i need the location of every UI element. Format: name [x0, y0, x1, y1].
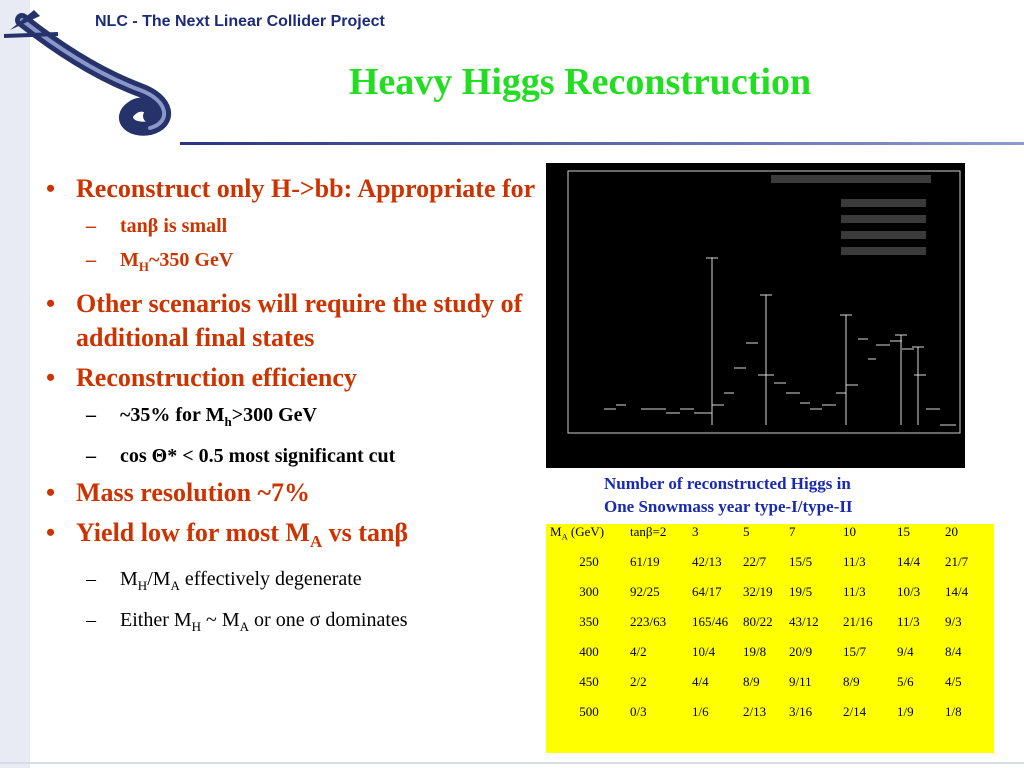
table-cell: 10/3 [897, 584, 921, 599]
subbullet-text: M [120, 568, 138, 591]
subbullet-text: ~350 GeV [149, 249, 234, 271]
table-cell: 14/4 [945, 584, 969, 599]
header-cell: 10 [843, 524, 856, 539]
subbullet-text: or one σ dominates [249, 609, 408, 632]
caption-line: One Snowmass year type-I/type-II [604, 497, 853, 516]
subscript: H [138, 259, 150, 274]
subbullet-text: /M [147, 568, 171, 591]
subscript: A [239, 619, 250, 635]
bullet-efficiency [40, 361, 545, 395]
table-cell: 22/7 [743, 554, 767, 569]
table-cell: 21/16 [843, 614, 873, 629]
bullet-dot: • [46, 518, 56, 547]
table-cell: 165/46 [692, 614, 729, 629]
subbullet-efficiency [40, 401, 545, 436]
dash: – [86, 445, 96, 467]
table-cell: 0/3 [630, 704, 647, 719]
legend-mark [841, 215, 926, 223]
bullet-text: Reconstruction efficiency [76, 363, 357, 392]
subbullet-text: ~35% for M [120, 404, 225, 426]
subbullet-text: effectively degenerate [179, 568, 362, 591]
caption-line: Number of reconstructed Higgs in [604, 474, 851, 493]
table-cell: 5/6 [897, 674, 914, 689]
table-row [548, 614, 989, 644]
bullet-dot: • [46, 363, 56, 392]
bullet-dot: • [46, 478, 56, 507]
table-row [548, 704, 989, 734]
table-cell: 15/5 [789, 554, 813, 569]
table-cell: 1/8 [945, 704, 962, 719]
yield-table-box [546, 524, 994, 753]
subscript: A [170, 578, 180, 594]
table-cell: 1/9 [897, 704, 914, 719]
histogram-image [546, 163, 965, 468]
table-cell: 43/12 [789, 614, 819, 629]
table-cell: 4/2 [630, 644, 647, 659]
table-cell: 9/3 [945, 614, 962, 629]
table-cell: 9/11 [789, 674, 812, 689]
table-cell: 2/14 [843, 704, 867, 719]
table-cell: 92/25 [630, 584, 660, 599]
bullet-dot: • [46, 289, 56, 318]
table-cell: 19/8 [743, 644, 767, 659]
table-row [548, 554, 989, 584]
table-cell: 11/3 [843, 554, 866, 569]
table-cell: 8/9 [843, 674, 860, 689]
bullet-yield [40, 516, 545, 559]
table-cell: 20/9 [789, 644, 813, 659]
dash: – [86, 404, 96, 426]
table-cell: 42/13 [692, 554, 722, 569]
subbullet-text: M [120, 249, 139, 271]
table-cell: 400 [579, 644, 599, 659]
subbullet-text: tanβ is small [120, 215, 228, 237]
header-cell: 15 [897, 524, 910, 539]
table-cell: 32/19 [743, 584, 773, 599]
project-line: NLC - The Next Linear Collider Project [95, 13, 385, 30]
table-cell: 64/17 [692, 584, 722, 599]
header-cell: 20 [945, 524, 958, 539]
subbullet-text: >300 GeV [231, 404, 317, 426]
table-cell: 350 [579, 614, 599, 629]
footer-rule [0, 762, 1024, 764]
table-row [548, 644, 989, 674]
table-cell: 300 [579, 584, 599, 599]
subscript: H [191, 619, 202, 635]
table-row [548, 674, 989, 704]
bullet-other-scenarios [40, 287, 545, 355]
bullet-mass-resolution [40, 476, 545, 510]
table-cell: 4/5 [945, 674, 962, 689]
bullet-list [40, 172, 545, 647]
dash: – [86, 609, 96, 632]
table-header-row [548, 524, 989, 554]
bullet-text: vs tanβ [322, 518, 409, 547]
dash: – [86, 215, 96, 237]
subscript: H [137, 578, 148, 594]
dash: – [86, 568, 96, 591]
yield-table [548, 524, 989, 734]
table-cell: 3/16 [789, 704, 813, 719]
table-cell: 2/2 [630, 674, 647, 689]
table-cell: 223/63 [630, 614, 667, 629]
bullet-reconstruct [40, 172, 545, 206]
header-cell: 3 [692, 524, 699, 539]
subscript: A [309, 532, 323, 552]
table-cell: 9/4 [897, 644, 914, 659]
table-cell: 2/13 [743, 704, 767, 719]
bullet-dot: • [46, 174, 56, 203]
table-cell: 250 [579, 554, 599, 569]
table-cell: 61/19 [630, 554, 660, 569]
slide-title: Heavy Higgs Reconstruction [348, 61, 812, 103]
subbullet-text: ~ M [201, 609, 240, 632]
bullet-text: Other scenarios will require the study of additional final states [76, 289, 523, 352]
subbullet-degenerate [40, 565, 545, 600]
table-cell: 8/4 [945, 644, 962, 659]
histogram-background [546, 163, 965, 468]
table-cell: 80/22 [743, 614, 773, 629]
header-cell: 5 [743, 524, 750, 539]
table-cell: 8/9 [743, 674, 760, 689]
table-cell: 19/5 [789, 584, 813, 599]
subbullet-cos-cut [40, 442, 545, 470]
header-rule [180, 142, 1024, 145]
table-cell: 14/4 [897, 554, 921, 569]
table-cell: 500 [579, 704, 599, 719]
subbullet-text: Either M [120, 609, 192, 632]
subbullet-text: cos Θ* < 0.5 most significant cut [120, 445, 396, 467]
header-cell: $M_A$ (GeV) [550, 524, 605, 542]
header-cell: 7 [789, 524, 796, 539]
header-cell: tanβ=2 [630, 524, 667, 539]
table-row [548, 584, 989, 614]
table-cell: 4/4 [692, 674, 709, 689]
legend-mark [771, 175, 931, 183]
bullet-text: Mass resolution ~7% [76, 478, 311, 507]
subbullet-mh [40, 246, 545, 281]
subbullet-tanb [40, 212, 545, 240]
legend-mark [841, 199, 926, 207]
bullet-text: Yield low for most M [76, 518, 310, 547]
table-cell: 15/7 [843, 644, 867, 659]
bullet-text: Reconstruct only H->bb: Appropriate for [76, 174, 536, 203]
table-cell: 21/7 [945, 554, 969, 569]
table-cell: 10/4 [692, 644, 716, 659]
plot-caption [604, 472, 964, 518]
subbullet-dominates [40, 606, 545, 641]
table-cell: 11/3 [843, 584, 866, 599]
legend-mark [841, 231, 926, 239]
table-cell: 11/3 [897, 614, 920, 629]
subscript: h [224, 414, 232, 429]
legend-mark [841, 247, 926, 255]
table-cell: 1/6 [692, 704, 709, 719]
histogram-svg [546, 163, 965, 468]
table-cell: 450 [579, 674, 599, 689]
dash: – [86, 249, 96, 271]
